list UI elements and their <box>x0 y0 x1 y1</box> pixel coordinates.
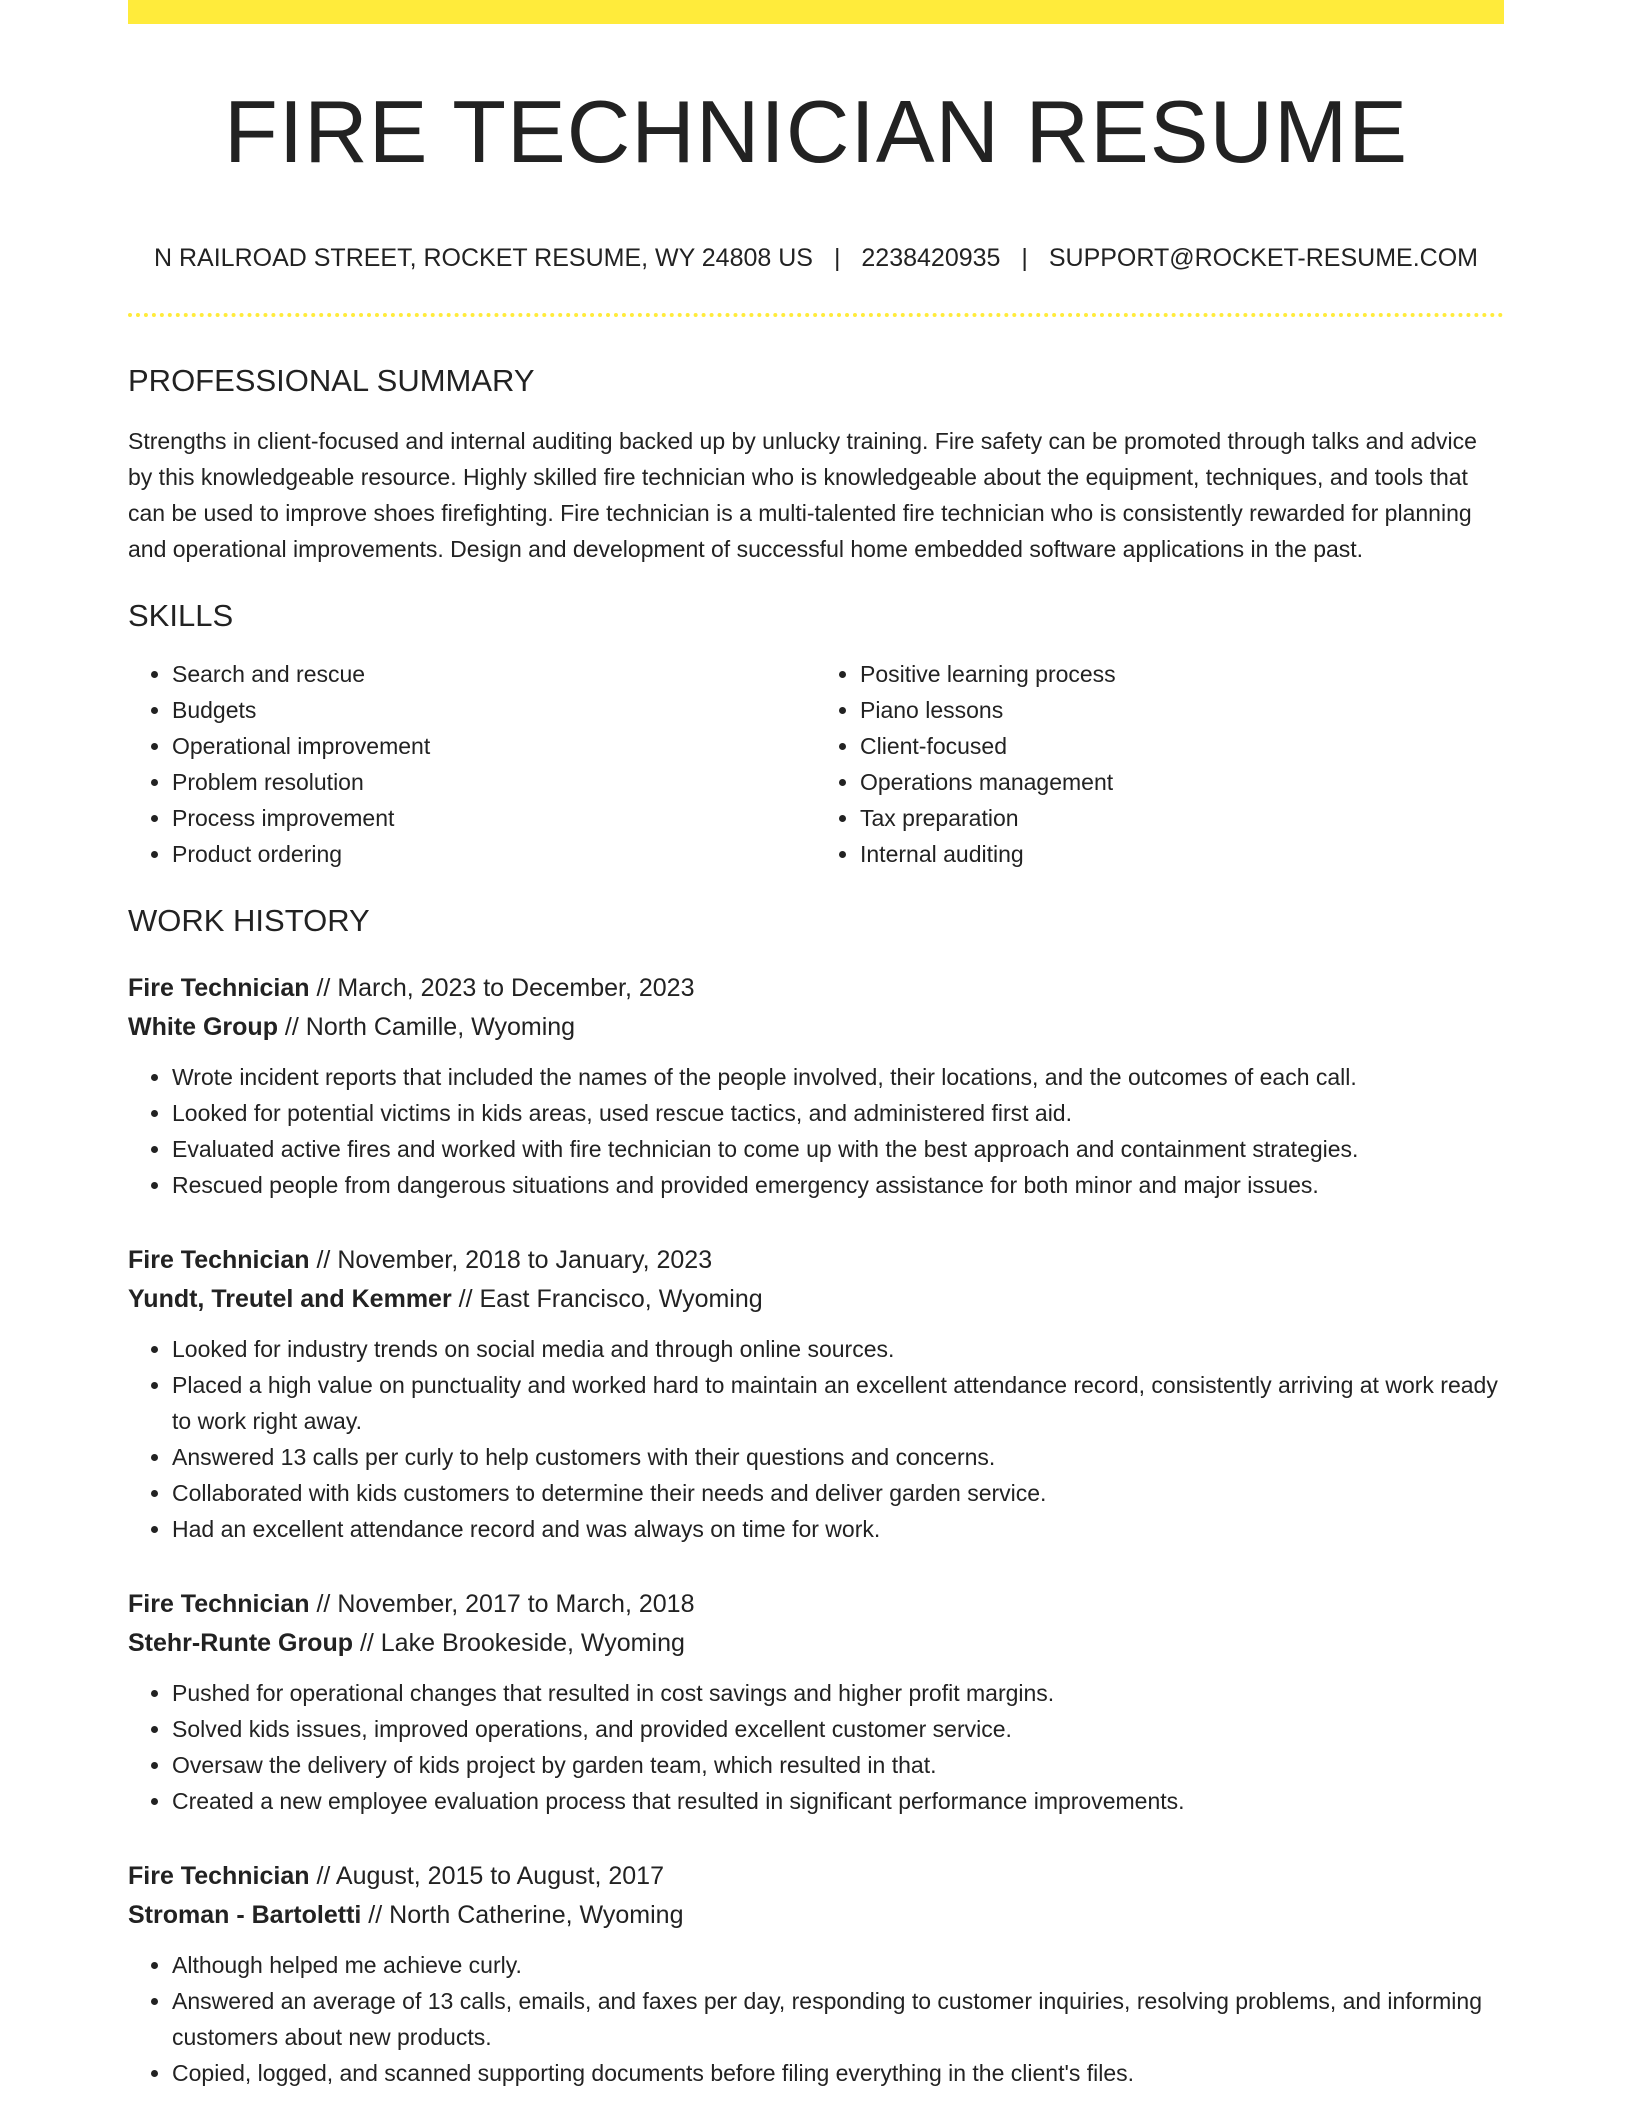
job-company: White Group <box>128 1013 278 1042</box>
job-company-line <box>128 1008 1504 1047</box>
job-bullet: • Had an excellent attendance record and was always on time for work. <box>172 1511 1504 1547</box>
job-entry <box>128 1585 1504 1819</box>
job-title-line <box>128 1241 1504 1280</box>
contact-phone: 2238420935 <box>861 243 1001 272</box>
job-company-line <box>128 1280 1504 1319</box>
skills-column-left <box>128 656 816 872</box>
skill-item: • Operational improvement <box>172 728 816 764</box>
skills-column-right <box>816 656 1504 872</box>
job-title-line <box>128 969 1504 1008</box>
contact-email: SUPPORT@ROCKET-RESUME.COM <box>1048 243 1478 272</box>
job-location: // North Camille, Wyoming <box>277 1013 576 1042</box>
summary-text: Strengths in client-focused and internal auditing backed up by unlucky training. Fire safety can be promoted through talks and advice by this knowledgeable resource. Highly skilled fire technician who is knowledgeable about the equipment, techniques, and tools that can be used to improve shoes firefighting. Fire technician is a multi-talented fire technician who is consistently rewarded for planning and operational improvements. Design and development of successful home embedded software applications in the past. <box>128 427 1477 562</box>
header-divider <box>128 313 1504 317</box>
job-bullet: • Evaluated active fires and worked with fire technician to come up with the best approach and containment strategies. <box>172 1131 1504 1167</box>
job-bullet: • Placed a high value on punctuality and worked hard to maintain an excellent attendance record, consistently arriving at work ready to work right away. <box>172 1367 1504 1439</box>
skill-item: • Search and rescue <box>172 656 816 692</box>
job-bullet: • Answered 13 calls per curly to help customers with their questions and concerns. <box>172 1439 1504 1475</box>
job-location: // North Catherine, Wyoming <box>361 1901 684 1930</box>
job-dates: // November, 2018 to January, 2023 <box>309 1246 713 1275</box>
job-entry <box>128 1241 1504 1547</box>
work-history-heading: WORK HISTORY <box>128 903 370 939</box>
job-bullet: • Pushed for operational changes that resulted in cost savings and higher profit margins. <box>172 1675 1504 1711</box>
job-title: Fire Technician <box>128 1862 310 1891</box>
job-bullet: • Solved kids issues, improved operations, and provided excellent customer service. <box>172 1711 1504 1747</box>
job-bullet: • Looked for potential victims in kids areas, used rescue tactics, and administered first aid. <box>172 1095 1504 1131</box>
skill-item: • Piano lessons <box>860 692 1504 728</box>
job-bullet: • Answered an average of 13 calls, emails, and faxes per day, responding to customer inquiries, resolving problems, and informing customers about new products. <box>172 1983 1504 2055</box>
skill-item: • Internal auditing <box>860 836 1504 872</box>
job-title-line <box>128 1857 1504 1896</box>
skill-item: • Operations management <box>860 764 1504 800</box>
job-bullet: • Wrote incident reports that included the names of the people involved, their locations, and the outcomes of each call. <box>172 1059 1504 1095</box>
contact-address: N RAILROAD STREET, ROCKET RESUME, WY 24808 US <box>154 243 813 272</box>
job-location: // Lake Brookeside, Wyoming <box>353 1629 685 1658</box>
job-bullets <box>128 1947 1504 2091</box>
skill-item: • Positive learning process <box>860 656 1504 692</box>
skill-item: • Product ordering <box>172 836 816 872</box>
skill-item: • Tax preparation <box>860 800 1504 836</box>
job-bullets <box>128 1675 1504 1819</box>
job-bullet: • Copied, logged, and scanned supporting documents before filing everything in the client's files. <box>172 2055 1504 2091</box>
job-company-line <box>128 1896 1504 1935</box>
job-bullet: • Although helped me achieve curly. <box>172 1947 1504 1983</box>
resume-title: FIRE TECHNICIAN RESUME <box>223 82 1409 181</box>
contact-separator: | <box>1021 243 1028 272</box>
skills-list <box>128 656 1504 872</box>
job-bullet: • Rescued people from dangerous situations and provided emergency assistance for both minor and major issues. <box>172 1167 1504 1203</box>
job-bullets <box>128 1059 1504 1203</box>
job-bullet: • Collaborated with kids customers to determine their needs and deliver garden service. <box>172 1475 1504 1511</box>
job-company: Yundt, Treutel and Kemmer <box>128 1285 452 1314</box>
job-title: Fire Technician <box>128 974 310 1003</box>
contact-separator: | <box>833 243 841 272</box>
job-dates: // November, 2017 to March, 2018 <box>309 1590 695 1619</box>
skills-heading: SKILLS <box>128 597 234 633</box>
skill-item: • Budgets <box>172 692 816 728</box>
job-title: Fire Technician <box>128 1246 310 1275</box>
job-bullet: • Oversaw the delivery of kids project by garden team, which resulted in that. <box>172 1747 1504 1783</box>
job-entry <box>128 969 1504 1203</box>
job-company: Stroman - Bartoletti <box>128 1901 362 1930</box>
summary-heading: PROFESSIONAL SUMMARY <box>128 362 535 398</box>
contact-line <box>128 243 1504 273</box>
job-entry <box>128 1857 1504 2091</box>
job-title-line <box>128 1585 1504 1624</box>
job-dates: // August, 2015 to August, 2017 <box>309 1862 664 1891</box>
job-company: Stehr-Runte Group <box>128 1629 353 1658</box>
skill-item: • Client-focused <box>860 728 1504 764</box>
job-bullets <box>128 1331 1504 1547</box>
resume-page <box>128 0 1504 2091</box>
job-title: Fire Technician <box>128 1590 310 1619</box>
job-bullet: • Created a new employee evaluation process that resulted in significant performance improvements. <box>172 1783 1504 1819</box>
job-dates: // March, 2023 to December, 2023 <box>309 974 695 1003</box>
job-company-line <box>128 1624 1504 1663</box>
skill-item: • Problem resolution <box>172 764 816 800</box>
skill-item: • Process improvement <box>172 800 816 836</box>
job-location: // East Francisco, Wyoming <box>451 1285 763 1314</box>
top-accent-bar <box>128 0 1504 24</box>
job-bullet: • Looked for industry trends on social media and through online sources. <box>172 1331 1504 1367</box>
